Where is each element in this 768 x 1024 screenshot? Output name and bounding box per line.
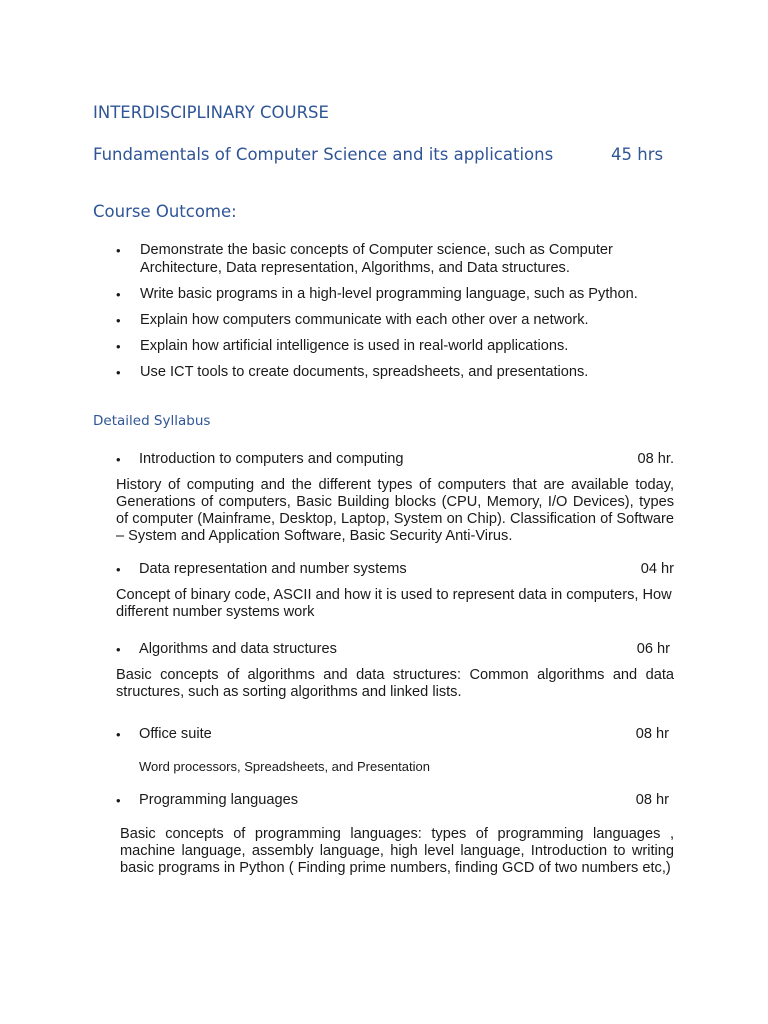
detailed-syllabus-heading: Detailed Syllabus (93, 413, 211, 429)
course-outcome-heading: Course Outcome: (93, 202, 237, 221)
unit-title: Introduction to computers and computing (139, 451, 404, 467)
bullet-icon: • (116, 338, 121, 354)
unit-description: History of computing and the different types of computers that are available today, Generations of computers, Basic Building blocks (CPU, Memory, I/O Devices), types of computer (Mainframe, Desktop, Laptop, System on Chip). Classification of Software – System and Application Software, Basic Security Anti-Virus. (116, 477, 674, 544)
course-type-heading: INTERDISCIPLINARY COURSE (93, 103, 329, 122)
outcome-text: Demonstrate the basic concepts of Computer science, such as Computer Architecture, Data representation, Algorithms, and Data structures. (140, 242, 613, 276)
outcome-text: Use ICT tools to create documents, spreadsheets, and presentations. (140, 363, 589, 380)
list-item (116, 364, 676, 382)
unit-title: Office suite (139, 726, 212, 742)
bullet-icon: • (116, 364, 121, 380)
list-item (116, 242, 676, 277)
unit-hours: 08 hr (635, 792, 669, 808)
unit-hours: 08 hr (635, 726, 669, 742)
course-title: Fundamentals of Computer Science and its applications (93, 145, 554, 164)
unit-description: Basic concepts of algorithms and data structures: Common algorithms and data structures, such as sorting algorithms and linked lists. (116, 667, 674, 700)
bullet-icon: • (116, 286, 121, 302)
bullet-icon: • (116, 793, 121, 808)
outcome-text: Explain how computers communicate with each other over a network. (140, 311, 589, 328)
bullet-icon: • (116, 642, 121, 657)
bullet-icon: • (116, 312, 121, 328)
unit-hours: 06 hr (636, 641, 670, 657)
unit-description: Word processors, Spreadsheets, and Presentation (139, 759, 430, 774)
list-item (116, 286, 676, 304)
course-outcome-list (116, 242, 676, 390)
outcome-text: Write basic programs in a high-level programming language, such as Python. (140, 285, 638, 302)
list-item (116, 312, 676, 330)
unit-title: Data representation and number systems (139, 561, 407, 577)
list-item (116, 338, 676, 356)
unit-description: Concept of binary code, ASCII and how it is used to represent data in computers, How different number systems work (116, 587, 672, 620)
unit-hours: 04 hr (640, 561, 674, 577)
bullet-icon: • (116, 727, 121, 742)
course-hours: 45 hrs (611, 145, 664, 164)
unit-description: Basic concepts of programming languages: types of programming languages , machine language, assembly language, high level language, Introduction to writing basic programs in Python ( Finding prime numbers, finding GCD of two numbers etc,) (120, 826, 674, 876)
unit-title: Algorithms and data structures (139, 641, 337, 657)
bullet-icon: • (116, 452, 121, 467)
unit-title: Programming languages (139, 792, 298, 808)
bullet-icon: • (116, 243, 121, 258)
outcome-text: Explain how artificial intelligence is used in real-world applications. (140, 337, 569, 354)
bullet-icon: • (116, 562, 121, 577)
unit-hours: 08 hr. (637, 451, 674, 467)
